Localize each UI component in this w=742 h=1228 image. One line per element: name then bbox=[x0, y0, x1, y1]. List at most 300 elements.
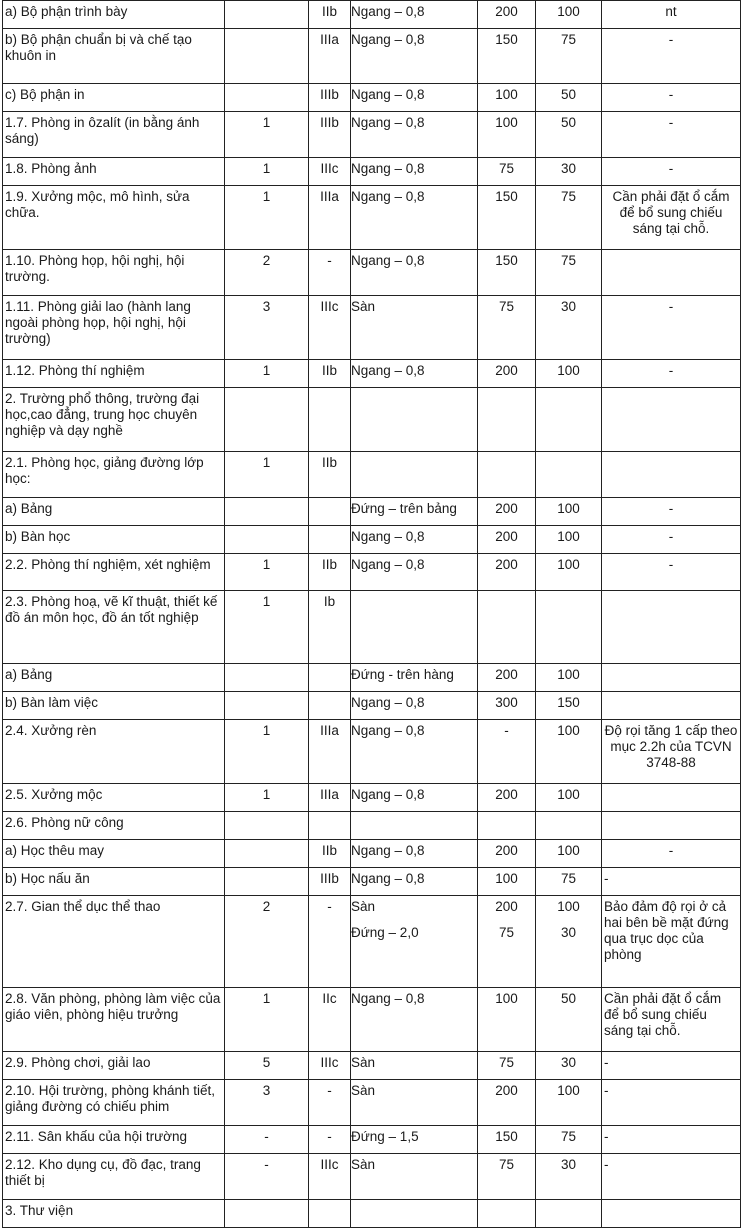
row-lux-min-cell bbox=[536, 692, 602, 720]
row-name-cell bbox=[3, 1126, 225, 1154]
row-group-text: 2 bbox=[262, 899, 271, 914]
row-name-text: 2.2. Phòng thí nghiệm, xét nghiệm bbox=[5, 557, 211, 572]
row-group-text: - bbox=[264, 1157, 269, 1172]
row-grade-cell bbox=[309, 554, 351, 591]
row-name-cell bbox=[3, 1200, 225, 1228]
row-name-text: 2.10. Hội trường, phòng khánh tiết, giảng đường có chiếu phim bbox=[5, 1083, 216, 1114]
row-lux-max-cell bbox=[478, 784, 536, 812]
row-plane-cell bbox=[351, 296, 478, 360]
row-note-cell bbox=[602, 896, 741, 988]
row-name-cell bbox=[3, 112, 225, 158]
row-grade-cell bbox=[309, 868, 351, 896]
table-row bbox=[3, 1080, 741, 1126]
row-group-cell bbox=[225, 186, 309, 250]
table-row bbox=[3, 812, 741, 840]
row-lux-max-text: 100 bbox=[495, 115, 518, 130]
row-note-cell bbox=[602, 186, 741, 250]
table-row bbox=[3, 1052, 741, 1080]
row-note-text: - bbox=[604, 1055, 609, 1070]
row-lux-min-text: 100 bbox=[557, 529, 580, 544]
row-note-text: - bbox=[604, 1083, 609, 1098]
row-group-text: - bbox=[264, 1129, 269, 1144]
row-group-text: 1 bbox=[262, 363, 271, 378]
row-lux-min-cell bbox=[536, 554, 602, 591]
row-group-cell bbox=[225, 360, 309, 388]
row-name-cell bbox=[3, 526, 225, 554]
row-name-text: a) Bảng bbox=[5, 501, 53, 516]
illumination-table bbox=[2, 0, 741, 1228]
row-grade-text: IIIc bbox=[320, 1055, 339, 1070]
row-plane-cell bbox=[351, 452, 478, 498]
row-lux-min-text: 100 bbox=[557, 723, 580, 738]
row-lux-max-text: 150 bbox=[495, 253, 518, 268]
row-lux-min-cell bbox=[536, 812, 602, 840]
row-grade-cell bbox=[309, 1154, 351, 1200]
row-lux-max-text: 100 bbox=[495, 991, 518, 1006]
row-plane-cell bbox=[351, 498, 478, 526]
row-lux-min-text: 100 bbox=[557, 1083, 580, 1098]
row-note-text: - bbox=[604, 871, 609, 886]
row-grade-cell bbox=[309, 1, 351, 29]
row-lux-max-text: 200 bbox=[495, 899, 518, 914]
row-lux-min-cell bbox=[536, 784, 602, 812]
row-name-text: 3. Thư viện bbox=[5, 1203, 74, 1218]
row-plane-cell bbox=[351, 250, 478, 296]
row-name-text: c) Bộ phận in bbox=[5, 87, 85, 102]
row-name-cell bbox=[3, 1, 225, 29]
row-plane-text: Đứng - trên hàng bbox=[351, 667, 454, 682]
row-group-cell bbox=[225, 840, 309, 868]
row-group-text: 1 bbox=[262, 723, 271, 738]
row-plane-cell bbox=[351, 784, 478, 812]
row-lux-max-cell bbox=[478, 1126, 536, 1154]
row-group-cell bbox=[225, 1154, 309, 1200]
row-plane-text: Sàn bbox=[351, 1157, 376, 1172]
row-lux-min-cell bbox=[536, 29, 602, 84]
row-lux-max-text: 150 bbox=[495, 1129, 518, 1144]
row-lux-min-cell bbox=[536, 988, 602, 1052]
row-lux-min-cell bbox=[536, 868, 602, 896]
row-name-text: a) Học thêu may bbox=[5, 843, 105, 858]
row-group-cell bbox=[225, 526, 309, 554]
row-lux-max-cell bbox=[478, 1080, 536, 1126]
row-grade-text: IIIa bbox=[320, 189, 339, 204]
row-grade-text: IIb bbox=[321, 455, 337, 470]
row-lux-max-cell bbox=[478, 554, 536, 591]
row-lux-min-text: 100 bbox=[557, 557, 580, 572]
row-grade-text: - bbox=[327, 253, 332, 268]
row-note-text: - bbox=[668, 501, 674, 516]
table-row bbox=[3, 250, 741, 296]
row-group-text: 3 bbox=[262, 299, 271, 314]
row-note-text: Độ rọi tăng 1 cấp theo mục 2.2h của TCVN 3748-88 bbox=[604, 723, 738, 770]
row-grade-text: - bbox=[327, 899, 332, 914]
row-note-cell bbox=[602, 1126, 741, 1154]
row-lux-min-cell bbox=[536, 250, 602, 296]
row-name-cell bbox=[3, 452, 225, 498]
row-group-cell bbox=[225, 868, 309, 896]
row-name-cell bbox=[3, 591, 225, 664]
row-note-text: - bbox=[668, 161, 674, 176]
row-lux-max-cell bbox=[478, 296, 536, 360]
row-name-cell bbox=[3, 1154, 225, 1200]
row-note-cell bbox=[602, 112, 741, 158]
row-grade-cell bbox=[309, 158, 351, 186]
row-grade-cell bbox=[309, 112, 351, 158]
row-note-cell bbox=[602, 591, 741, 664]
row-grade-text: IIIc bbox=[320, 161, 339, 176]
row-lux-max-text: 75 bbox=[498, 299, 515, 314]
row-grade-text: Ib bbox=[323, 594, 336, 609]
row-lux-min-cell bbox=[536, 186, 602, 250]
row-plane-text-secondary: Đứng – 2,0 bbox=[351, 925, 419, 940]
row-group-cell bbox=[225, 84, 309, 112]
row-grade-cell bbox=[309, 591, 351, 664]
row-group-cell bbox=[225, 896, 309, 988]
row-note-cell bbox=[602, 812, 741, 840]
row-plane-cell bbox=[351, 1200, 478, 1228]
table-row bbox=[3, 1154, 741, 1200]
row-note-text: nt bbox=[665, 4, 677, 19]
row-plane-text: Sàn bbox=[351, 899, 376, 914]
row-plane-cell bbox=[351, 1080, 478, 1126]
row-lux-min-text: 75 bbox=[560, 1129, 577, 1144]
row-name-text: 2.12. Kho dụng cụ, đồ đạc, trang thiết bị bbox=[5, 1157, 201, 1188]
table-row bbox=[3, 1, 741, 29]
row-name-text: 2.9. Phòng chơi, giải lao bbox=[5, 1055, 151, 1070]
row-lux-min-text: 100 bbox=[557, 4, 580, 19]
row-note-cell bbox=[602, 388, 741, 452]
row-name-text: b) Bàn làm việc bbox=[5, 695, 99, 710]
row-lux-max-text: 75 bbox=[498, 161, 515, 176]
row-lux-max-cell bbox=[478, 250, 536, 296]
row-note-text: Cần phải đặt ổ cắm để bổ sung chiếu sáng tại chỗ. bbox=[604, 991, 722, 1038]
row-lux-max-text: 200 bbox=[495, 1083, 518, 1098]
row-group-cell bbox=[225, 554, 309, 591]
row-lux-min-cell bbox=[536, 452, 602, 498]
row-grade-text: IIIb bbox=[320, 115, 339, 130]
table-row bbox=[3, 360, 741, 388]
row-name-cell bbox=[3, 388, 225, 452]
row-group-cell bbox=[225, 1080, 309, 1126]
row-grade-cell bbox=[309, 720, 351, 784]
row-note-text: - bbox=[668, 363, 674, 378]
row-name-cell bbox=[3, 720, 225, 784]
row-lux-min-cell bbox=[536, 526, 602, 554]
table-row bbox=[3, 158, 741, 186]
table-row bbox=[3, 29, 741, 84]
row-lux-min-text-secondary: 30 bbox=[560, 925, 577, 940]
row-note-text: - bbox=[668, 557, 674, 572]
row-name-cell bbox=[3, 664, 225, 692]
row-note-cell bbox=[602, 664, 741, 692]
row-group-cell bbox=[225, 988, 309, 1052]
row-plane-text: Ngang – 0,8 bbox=[351, 787, 425, 802]
row-note-cell bbox=[602, 1080, 741, 1126]
row-lux-max-text: 100 bbox=[495, 871, 518, 886]
row-grade-text: IIb bbox=[321, 363, 337, 378]
row-lux-min-cell bbox=[536, 158, 602, 186]
row-plane-cell bbox=[351, 840, 478, 868]
row-lux-max-text: - bbox=[504, 723, 509, 738]
row-note-text: - bbox=[668, 843, 674, 858]
row-name-cell bbox=[3, 296, 225, 360]
row-group-cell bbox=[225, 158, 309, 186]
row-lux-max-text: 200 bbox=[495, 557, 518, 572]
row-lux-max-cell bbox=[478, 591, 536, 664]
row-lux-min-text: 75 bbox=[560, 253, 577, 268]
row-grade-cell bbox=[309, 296, 351, 360]
row-grade-cell bbox=[309, 526, 351, 554]
row-name-text: 2.3. Phòng hoạ, vẽ kĩ thuật, thiết kế đồ án môn học, đồ án tốt nghiệp bbox=[5, 594, 218, 625]
row-lux-max-cell bbox=[478, 812, 536, 840]
row-lux-min-text: 100 bbox=[557, 899, 580, 914]
row-name-text: a) Bộ phận trình bày bbox=[5, 4, 128, 19]
row-note-cell bbox=[602, 1200, 741, 1228]
row-group-text: 1 bbox=[262, 557, 271, 572]
row-group-text: 1 bbox=[262, 991, 271, 1006]
row-note-cell bbox=[602, 250, 741, 296]
row-note-text: - bbox=[668, 529, 674, 544]
row-plane-text: Sàn bbox=[351, 1083, 376, 1098]
row-lux-min-cell bbox=[536, 1126, 602, 1154]
row-lux-max-cell bbox=[478, 498, 536, 526]
row-plane-text: Ngang – 0,8 bbox=[351, 161, 425, 176]
row-name-cell bbox=[3, 1080, 225, 1126]
row-name-text: 2.5. Xưởng mộc bbox=[5, 787, 103, 802]
row-name-cell bbox=[3, 812, 225, 840]
table-row bbox=[3, 720, 741, 784]
row-group-cell bbox=[225, 664, 309, 692]
row-grade-cell bbox=[309, 896, 351, 988]
row-plane-text: Sàn bbox=[351, 1055, 376, 1070]
row-plane-cell bbox=[351, 1052, 478, 1080]
row-plane-cell bbox=[351, 84, 478, 112]
row-plane-cell bbox=[351, 1126, 478, 1154]
row-plane-cell bbox=[351, 526, 478, 554]
row-lux-min-text: 150 bbox=[557, 695, 580, 710]
table-row bbox=[3, 784, 741, 812]
row-plane-cell bbox=[351, 29, 478, 84]
row-lux-max-text: 75 bbox=[498, 1157, 515, 1172]
row-name-text: 1.7. Phòng in ôzalít (in bằng ánh sáng) bbox=[5, 115, 200, 146]
row-lux-min-text: 30 bbox=[560, 1055, 577, 1070]
row-name-text: 1.10. Phòng họp, hội nghị, hội trường. bbox=[5, 253, 185, 284]
row-note-cell bbox=[602, 158, 741, 186]
row-note-cell bbox=[602, 360, 741, 388]
table-row bbox=[3, 526, 741, 554]
row-grade-cell bbox=[309, 1126, 351, 1154]
row-name-cell bbox=[3, 29, 225, 84]
row-lux-min-cell bbox=[536, 591, 602, 664]
row-note-cell bbox=[602, 840, 741, 868]
row-lux-max-text: 200 bbox=[495, 667, 518, 682]
row-grade-text: - bbox=[327, 1083, 332, 1098]
row-name-text: b) Bộ phận chuẩn bị và chế tạo khuôn in bbox=[5, 32, 192, 63]
row-lux-min-text: 100 bbox=[557, 667, 580, 682]
row-lux-min-cell bbox=[536, 840, 602, 868]
row-plane-cell bbox=[351, 720, 478, 784]
row-name-cell bbox=[3, 988, 225, 1052]
row-name-text: 2.1. Phòng học, giảng đường lớp học: bbox=[5, 455, 204, 486]
row-grade-cell bbox=[309, 812, 351, 840]
row-note-text: - bbox=[604, 1157, 609, 1172]
row-name-text: 2.8. Văn phòng, phòng làm việc của giáo viên, phòng hiệu trưởng bbox=[5, 991, 221, 1022]
row-note-cell bbox=[602, 29, 741, 84]
table-row bbox=[3, 296, 741, 360]
table-row bbox=[3, 498, 741, 526]
row-plane-cell bbox=[351, 692, 478, 720]
row-group-cell bbox=[225, 388, 309, 452]
row-grade-cell bbox=[309, 1052, 351, 1080]
row-lux-min-cell bbox=[536, 388, 602, 452]
row-lux-min-text: 50 bbox=[560, 115, 577, 130]
row-plane-text: Ngang – 0,8 bbox=[351, 87, 425, 102]
row-note-cell bbox=[602, 988, 741, 1052]
table-row bbox=[3, 84, 741, 112]
row-note-text: - bbox=[604, 1129, 609, 1144]
row-group-cell bbox=[225, 591, 309, 664]
row-lux-max-cell bbox=[478, 186, 536, 250]
row-name-cell bbox=[3, 692, 225, 720]
row-note-cell bbox=[602, 1052, 741, 1080]
row-group-cell bbox=[225, 452, 309, 498]
row-grade-cell bbox=[309, 1200, 351, 1228]
row-lux-max-cell bbox=[478, 158, 536, 186]
row-grade-cell bbox=[309, 84, 351, 112]
row-name-cell bbox=[3, 360, 225, 388]
table-row bbox=[3, 591, 741, 664]
row-lux-min-text: 75 bbox=[560, 32, 577, 47]
row-group-text: 5 bbox=[262, 1055, 271, 1070]
row-name-text: 2.4. Xưởng rèn bbox=[5, 723, 97, 738]
row-name-text: 2.7. Gian thể dục thể thao bbox=[5, 899, 161, 914]
row-lux-min-cell bbox=[536, 664, 602, 692]
row-note-cell bbox=[602, 692, 741, 720]
row-plane-text: Sàn bbox=[351, 299, 376, 314]
row-group-cell bbox=[225, 812, 309, 840]
row-lux-max-text: 200 bbox=[495, 363, 518, 378]
row-note-cell bbox=[602, 554, 741, 591]
row-lux-max-text: 75 bbox=[498, 1055, 515, 1070]
row-group-text: 1 bbox=[262, 115, 271, 130]
row-group-cell bbox=[225, 1126, 309, 1154]
table-row bbox=[3, 554, 741, 591]
row-lux-max-cell bbox=[478, 840, 536, 868]
row-grade-cell bbox=[309, 784, 351, 812]
row-grade-cell bbox=[309, 186, 351, 250]
row-name-text: 1.8. Phòng ảnh bbox=[5, 161, 97, 176]
row-name-text: a) Bảng bbox=[5, 667, 53, 682]
row-lux-min-cell bbox=[536, 296, 602, 360]
row-plane-text: Ngang – 0,8 bbox=[351, 115, 425, 130]
row-plane-cell bbox=[351, 388, 478, 452]
row-lux-min-cell bbox=[536, 896, 602, 988]
row-note-cell bbox=[602, 296, 741, 360]
row-name-text: 1.12. Phòng thí nghiệm bbox=[5, 363, 145, 378]
row-grade-cell bbox=[309, 452, 351, 498]
table-row bbox=[3, 186, 741, 250]
row-grade-text: IIIa bbox=[320, 32, 339, 47]
row-name-cell bbox=[3, 840, 225, 868]
row-name-cell bbox=[3, 84, 225, 112]
row-group-cell bbox=[225, 720, 309, 784]
table-body bbox=[3, 1, 741, 1228]
row-plane-text: Ngang – 0,8 bbox=[351, 723, 425, 738]
row-name-cell bbox=[3, 554, 225, 591]
row-plane-text: Đứng – 1,5 bbox=[351, 1129, 419, 1144]
row-lux-max-cell bbox=[478, 1, 536, 29]
row-name-cell bbox=[3, 784, 225, 812]
row-note-text: - bbox=[668, 299, 674, 314]
row-plane-cell bbox=[351, 554, 478, 591]
table-row bbox=[3, 112, 741, 158]
row-lux-max-cell bbox=[478, 720, 536, 784]
row-grade-cell bbox=[309, 388, 351, 452]
row-name-text: 2. Trường phổ thông, trường đại học,cao đẳng, trung học chuyên nghiệp và dạy nghề bbox=[5, 391, 200, 438]
row-name-cell bbox=[3, 250, 225, 296]
row-lux-max-cell bbox=[478, 388, 536, 452]
row-lux-max-text: 200 bbox=[495, 843, 518, 858]
row-plane-text: Ngang – 0,8 bbox=[351, 529, 425, 544]
row-lux-max-text: 200 bbox=[495, 501, 518, 516]
row-group-text: 1 bbox=[262, 594, 271, 609]
row-plane-cell bbox=[351, 868, 478, 896]
row-note-cell bbox=[602, 498, 741, 526]
row-grade-cell bbox=[309, 360, 351, 388]
row-plane-cell bbox=[351, 812, 478, 840]
row-group-text: 1 bbox=[262, 455, 271, 470]
table-row bbox=[3, 388, 741, 452]
row-lux-min-text: 50 bbox=[560, 991, 577, 1006]
row-lux-max-text: 300 bbox=[495, 695, 518, 710]
row-group-cell bbox=[225, 784, 309, 812]
table-row bbox=[3, 1200, 741, 1228]
row-grade-cell bbox=[309, 498, 351, 526]
row-plane-cell bbox=[351, 186, 478, 250]
row-note-cell bbox=[602, 868, 741, 896]
row-grade-text: IIb bbox=[321, 4, 337, 19]
row-grade-text: IIb bbox=[321, 843, 337, 858]
table-row bbox=[3, 840, 741, 868]
row-name-text: 1.9. Xưởng mộc, mô hình, sửa chữa. bbox=[5, 189, 190, 220]
row-name-cell bbox=[3, 498, 225, 526]
row-plane-cell bbox=[351, 988, 478, 1052]
row-lux-min-text: 100 bbox=[557, 501, 580, 516]
row-group-text: 2 bbox=[262, 253, 271, 268]
row-grade-text: IIIc bbox=[320, 299, 339, 314]
row-note-text: Cần phải đặt ổ cắm để bổ sung chiếu sáng tại chỗ. bbox=[612, 189, 730, 236]
row-plane-cell bbox=[351, 158, 478, 186]
row-note-cell bbox=[602, 526, 741, 554]
row-lux-max-cell bbox=[478, 664, 536, 692]
row-group-cell bbox=[225, 250, 309, 296]
row-name-cell bbox=[3, 158, 225, 186]
row-grade-cell bbox=[309, 664, 351, 692]
row-lux-max-cell bbox=[478, 84, 536, 112]
row-lux-max-cell bbox=[478, 988, 536, 1052]
row-lux-min-text: 50 bbox=[560, 87, 577, 102]
row-plane-cell bbox=[351, 896, 478, 988]
row-note-text: - bbox=[668, 32, 674, 47]
row-plane-text: Ngang – 0,8 bbox=[351, 557, 425, 572]
row-note-cell bbox=[602, 720, 741, 784]
row-plane-cell bbox=[351, 1, 478, 29]
row-lux-max-cell bbox=[478, 526, 536, 554]
row-grade-cell bbox=[309, 988, 351, 1052]
row-lux-min-cell bbox=[536, 112, 602, 158]
row-lux-min-cell bbox=[536, 720, 602, 784]
